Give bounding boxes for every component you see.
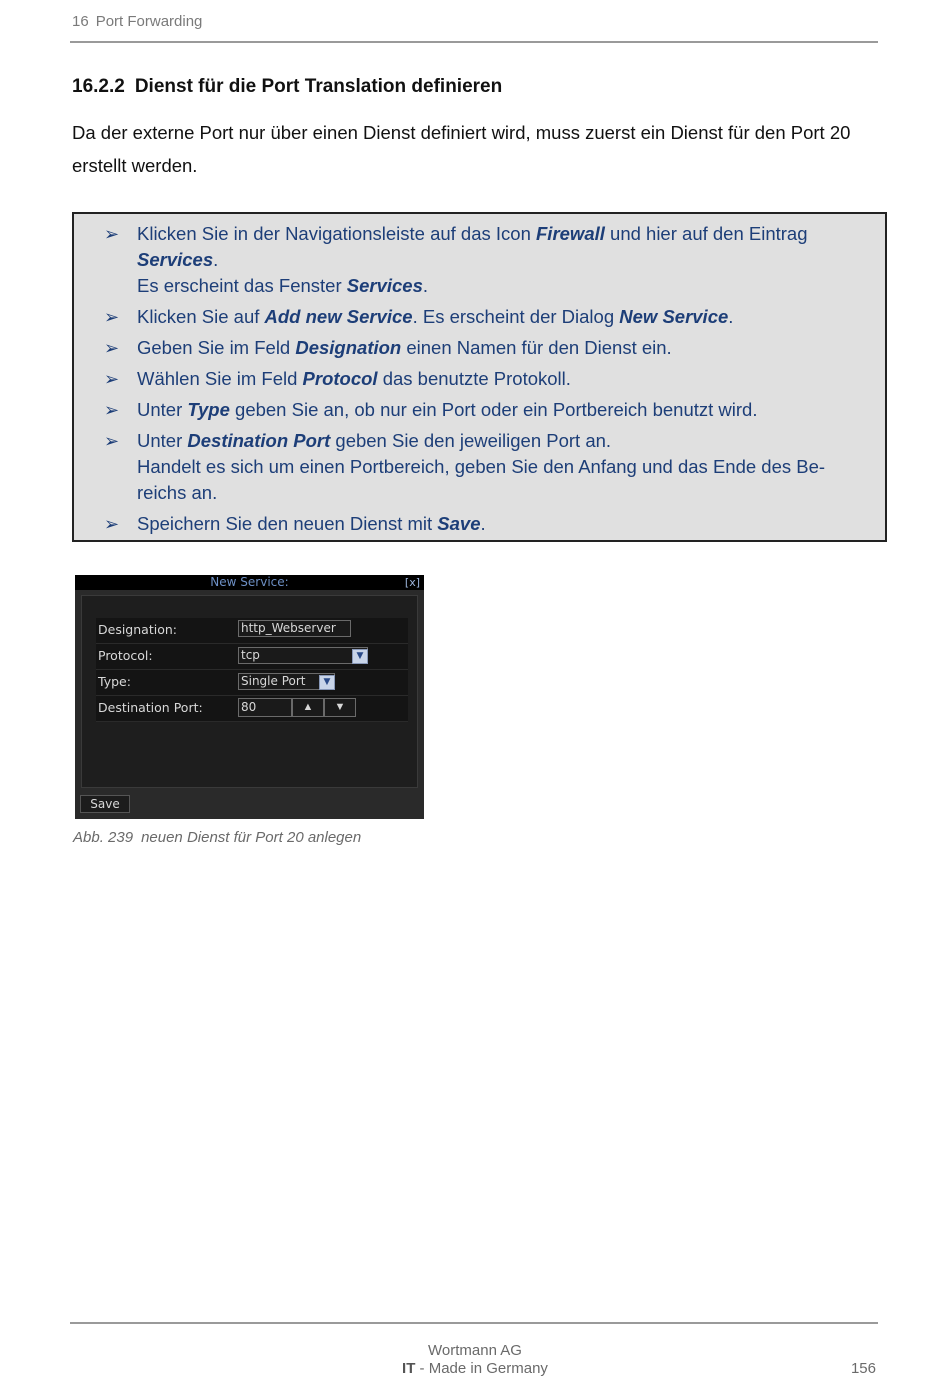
ui-term: New Service [619,306,729,327]
step-text: . [728,306,734,327]
step-text: einen Namen für den Dienst ein. [401,337,672,358]
footer-tagline-it: IT [402,1360,416,1377]
destination-port-row [96,696,408,722]
step-text: . [213,249,219,270]
header-rule [70,41,878,43]
instruction-step [104,428,864,506]
chevron-down-icon: ▼ [352,649,368,664]
instruction-step [104,511,864,537]
instruction-step [104,366,864,392]
running-header [72,13,202,30]
step-text: geben Sie an, ob nur ein Port oder ein Portbereich benutzt wird. [229,399,758,420]
ui-term: Type [187,399,230,420]
figure-caption [73,829,361,846]
chapter-title: Port Forwarding [95,13,203,30]
section-heading [72,76,502,98]
ui-term: Save [437,513,481,534]
bullet-arrow-icon: ➢ [104,400,120,420]
figure-caption-text: neuen Dienst für Port 20 anlegen [141,829,362,846]
footer-tagline [0,1360,950,1377]
step-text: und hier auf den Eintrag [604,223,808,244]
type-value: Single Port [241,674,306,688]
dialog-title: New Service: [210,575,289,589]
step-text: . Es erscheint der Dialog [412,306,620,327]
ui-term: Add new Service [264,306,413,327]
step-text: Speichern Sie den neuen Dienst mit [137,513,438,534]
section-number: 16.2.2 [72,76,125,97]
step-text: Klicken Sie in der Navigationsleiste auf das Icon [137,223,536,244]
arrow-up-icon: ▲ [292,698,324,717]
ui-term: Designation [295,337,402,358]
instruction-list [104,221,864,542]
bullet-arrow-icon: ➢ [104,431,120,451]
step-text: reichs an. [137,482,218,503]
page-number: 156 [850,1360,876,1377]
destination-port-label: Destination Port: [98,700,203,715]
destination-port-field: 80 [238,698,292,717]
bullet-arrow-icon: ➢ [104,224,120,244]
arrow-down-icon: ▼ [324,698,356,717]
instruction-step [104,397,864,423]
type-label: Type: [98,674,131,689]
bullet-arrow-icon: ➢ [104,338,120,358]
section-title: Dienst für die Port Translation definieren [134,76,503,97]
step-text: Wählen Sie im Feld [137,368,303,389]
protocol-label: Protocol: [98,648,153,663]
protocol-value: tcp [241,648,260,662]
step-text: . [422,275,429,296]
instruction-box [72,212,887,542]
ui-term: Services [346,275,423,296]
step-text: Unter [137,399,188,420]
close-icon: [x] [404,576,420,589]
footer-tagline-rest: - Made in Germany [415,1360,548,1377]
save-button: Save [80,795,130,813]
new-service-dialog-screenshot [75,575,424,819]
step-text: Es erscheint das Fenster [137,275,347,296]
designation-row [96,618,408,644]
dialog-title-bar [75,575,424,590]
footer-company: Wortmann AG [428,1342,522,1359]
instruction-step [104,304,864,330]
ui-term: Firewall [536,223,605,244]
figure-number: Abb. 239 [73,829,134,846]
intro-paragraph: Da der externe Port nur über einen Dienst definiert wird, muss zuerst ein Dienst für den Port 20 erstellt werden. [72,122,851,176]
step-text: Klicken Sie auf [137,306,265,327]
protocol-row [96,644,408,670]
step-text: geben Sie den jeweiligen Port an. [330,430,612,451]
dialog-form-panel [81,595,418,788]
bullet-arrow-icon: ➢ [104,514,120,534]
step-text: Handelt es sich um einen Portbereich, geben Sie den Anfang und das Ende des Be- [137,456,826,477]
step-text: . [480,513,486,534]
footer-rule [70,1322,878,1324]
designation-field: http_Webserver [238,620,351,637]
instruction-step [104,335,864,361]
ui-term: Services [137,249,214,270]
designation-label: Designation: [98,622,177,637]
step-text: das benutzte Protokoll. [377,368,571,389]
type-select [238,673,335,690]
step-text: Unter [137,430,188,451]
instruction-step [104,221,864,299]
bullet-arrow-icon: ➢ [104,307,120,327]
protocol-select [238,647,368,664]
ui-term: Destination Port [187,430,331,451]
chevron-down-icon: ▼ [319,675,335,690]
bullet-arrow-icon: ➢ [104,369,120,389]
step-text: Geben Sie im Feld [137,337,296,358]
ui-term: Protocol [302,368,378,389]
chapter-number: 16 [72,13,89,30]
type-row [96,670,408,696]
